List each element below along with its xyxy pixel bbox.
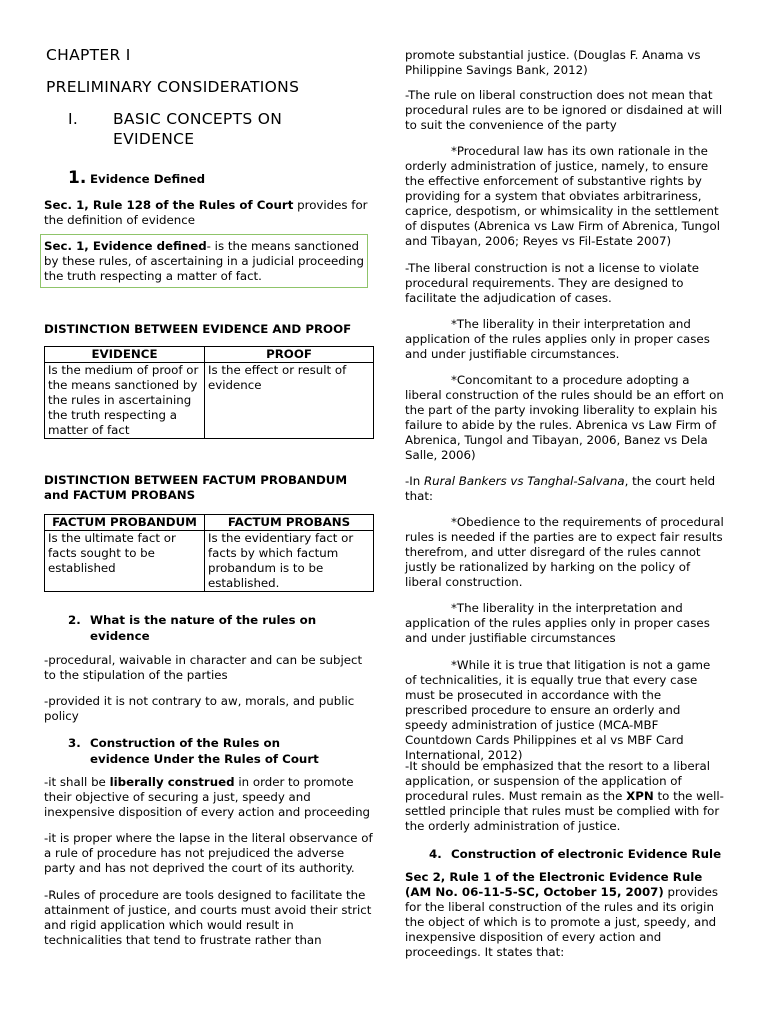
heading-4-title: Construction of electronic Evidence Rule <box>451 847 722 861</box>
distinction-evidence-proof-title: DISTINCTION BETWEEN EVIDENCE AND PROOF <box>44 322 352 336</box>
table2-header-probans: FACTUM PROBANS <box>205 515 374 531</box>
table1-cell-proof: Is the effect or result of evidence <box>205 363 374 439</box>
section-number: I. <box>68 110 79 128</box>
p11-bold: XPN <box>626 789 654 803</box>
distinction-factum-title: DISTINCTION BETWEEN FACTUM PROBANDUM and FACTUM PROBANS <box>44 473 348 502</box>
table1-cell-evidence: Is the medium of proof or the means sanctioned by the rules in ascertaining the truth respecting a matter of fact <box>45 363 205 439</box>
heading-1-title: Evidence Defined <box>90 172 206 186</box>
heading-2-number: 2. <box>68 613 81 627</box>
right-paragraph-2: -The rule on liberal construction does not mean that procedural rules are to be ignored or disdained at will to suit the convenience of the party <box>405 88 723 132</box>
factum-table <box>44 514 374 592</box>
p12-bold: Sec 2, Rule 1 of the Electronic Evidence Rule (AM No. 06-11-5-SC, October 15, 2007) <box>405 870 703 899</box>
sec1-rest: provides for the definition of evidence <box>44 198 368 227</box>
definition-box <box>40 234 368 288</box>
liberal-text-bold: liberally construed <box>109 775 235 789</box>
liberal-text-a: -it shall be <box>44 775 110 789</box>
table2-header-probandum: FACTUM PROBANDUM <box>45 515 205 531</box>
right-paragraph-3: *Procedural law has its own rationale in the orderly administration of justice, namely, to ensure the effective enforcement of substantive rights by providing for a system that obviates arbitrariness, caprice, despotism, or whimsicality in the settlement of disputes (Abrenica vs Law Firm of Abrenica, Tungol and Tibayan, 2006; Reyes vs Fil-Estate 2007) <box>405 144 721 248</box>
right-paragraph-9: *The liberality in the interpretation and application of the rules applies only in proper cases and under justifiable circumstances <box>405 601 710 645</box>
heading-4-number: 4. <box>429 847 442 861</box>
p11-text-a: -It should be emphasized that the resort to a liberal application, or suspension of the application of procedural rules. Must remain as the <box>405 759 710 803</box>
heading-2-title: What is the nature of the rules on evidence <box>90 613 317 643</box>
right-paragraph-1: promote substantial justice. (Douglas F. Anama vs Philippine Savings Bank, 2012) <box>405 48 701 77</box>
heading-3-title: Construction of the Rules on evidence Under the Rules of Court <box>90 736 319 766</box>
p7-text-c: , the court held that: <box>405 474 716 503</box>
liberal-text-c: in order to promote their objective of securing a just, speedy and inexpensive disposition of every action and proceeding <box>44 775 371 819</box>
p12-rest: provides for the liberal construction of the rules and its origin the object of which is to promote a just, speedy, and inexpensive disposition of every action and proceedings. It states that: <box>405 885 718 959</box>
table2-cell-probandum: Is the ultimate fact or facts sought to be established <box>45 531 205 592</box>
right-paragraph-10: *While it is true that litigation is not a game of technicalities, it is equally true that every case must be prosecuted in accordance with the prescribed procedure to ensure an orderly and speedy administration of justice (MCA-MBF Countdown Cards Philippines et al vs MBF Card International, 2012) <box>405 658 711 762</box>
evidence-proof-table <box>44 346 374 439</box>
right-paragraph-5: *The liberality in their interpretation and application of the rules applies only in proper cases and under justifiable circumstances. <box>405 317 710 361</box>
sec1-bold: Sec. 1, Rule 128 of the Rules of Court <box>44 198 294 212</box>
right-paragraph-8: *Obedience to the requirements of procedural rules is needed if the parties are to expect fair results therefrom, and utter disregard of the rules cannot justly be rationalized by harking on the policy of liberal construction. <box>405 515 724 589</box>
section-title: BASIC CONCEPTS ON EVIDENCE <box>113 110 283 148</box>
right-paragraph-6: *Concomitant to a procedure adopting a liberal construction of the rules should be an effort on the part of the party invoking liberality to explain his failure to abide by the rules. Abrenica vs Law Firm of Abrenica, Tungol and Tibayan, 2006, Banez vs Dela Salle, 2006) <box>405 373 724 462</box>
paragraph-provided: -provided it is not contrary to aw, morals, and public policy <box>44 694 355 723</box>
paragraph-liberally-construed <box>44 775 374 820</box>
paragraph-procedural: -procedural, waivable in character and can be subject to the stipulation of the parties <box>44 653 363 682</box>
right-paragraph-12 <box>405 870 725 960</box>
definition-bold: Sec. 1, Evidence defined <box>44 239 207 253</box>
table1-header-evidence: EVIDENCE <box>45 347 205 363</box>
p7-case-name: Rural Bankers vs Tanghal-Salvana <box>423 474 625 488</box>
paragraph-proper: -it is proper where the lapse in the literal observance of a rule of procedure has not prejudiced the adverse party and has not deprived the court of its authority. <box>44 831 373 875</box>
paragraph-tools: -Rules of procedure are tools designed to facilitate the attainment of justice, and courts must avoid their strict and rigid application which would result in technicalities that tend to frustrate rather than <box>44 888 372 947</box>
table2-cell-probans: Is the evidentiary fact or facts by which factum probandum is to be established. <box>205 531 374 592</box>
p11-text-c: to the well-settled principle that rules must be complied with for the orderly administration of justice. <box>405 789 724 833</box>
right-paragraph-7 <box>405 474 725 504</box>
definition-rest: - is the means sanctioned by these rules, of ascertaining in a judicial proceeding the truth respecting a matter of fact. <box>44 239 364 283</box>
right-paragraph-4: -The liberal construction is not a license to violate procedural requirements. They are designed to facilitate the adjudication of cases. <box>405 261 699 305</box>
p7-text-a: -In <box>405 474 424 488</box>
sec1-paragraph <box>44 198 374 228</box>
table1-header-proof: PROOF <box>205 347 374 363</box>
definition-text <box>44 239 364 284</box>
heading-3-number: 3. <box>68 736 81 750</box>
preliminary-heading: PRELIMINARY CONSIDERATIONS <box>46 78 300 96</box>
right-paragraph-11 <box>405 759 725 834</box>
heading-1-number: 1. <box>68 168 87 188</box>
chapter-heading: CHAPTER I <box>46 46 131 64</box>
